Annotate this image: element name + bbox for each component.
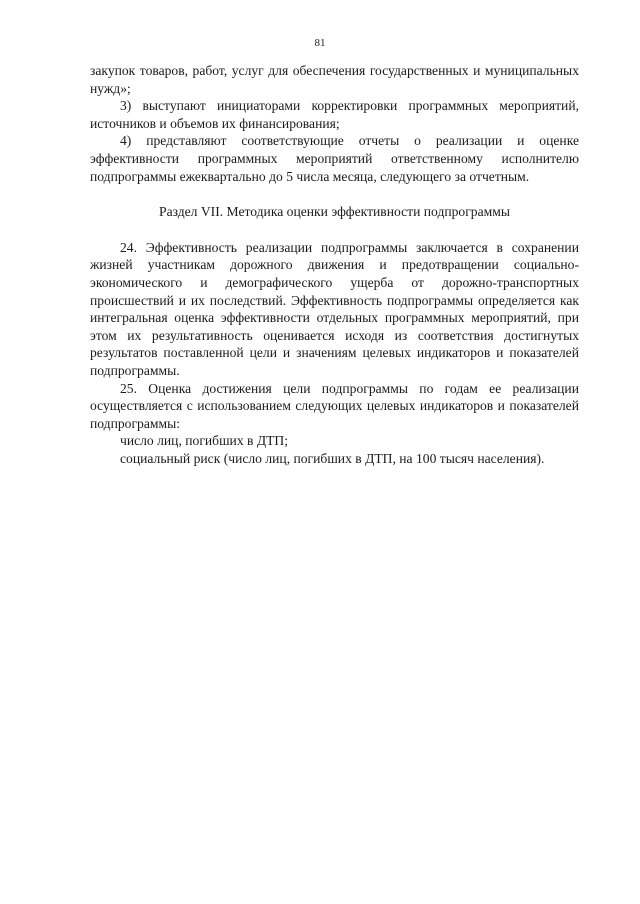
paragraph-25: 25. Оценка достижения цели подпрограммы по годам ее реализации осуществляется с использованием следующих целевых индикаторов и показателей подпрограммы: xyxy=(90,380,579,431)
page-number: 81 xyxy=(314,37,326,49)
indicator-deaths: число лиц, погибших в ДТП; xyxy=(120,433,289,449)
paragraph-24: 24. Эффективность реализации подпрограммы заключается в сохранении жизней участникам дорожного движения и предотвращении социально-экономического и демографического ущерба от дорожно-транспортных происшествий и их последствий. Эффективность подпрограммы определяется как интегральная оценка эффективности отдельных программных мероприятий, при этом их результативность оценивается исходя из соответствия достигнутых результатов поставленной цели и значениям целевых индикаторов и показателей подпрограммы. xyxy=(90,239,579,378)
paragraph-item-4: 4) представляют соответствующие отчеты о реализации и оценке эффективности программных мероприятий ответственному исполнителю подпрограммы ежеквартально до 5 числа месяца, следующего за отчетным. xyxy=(90,133,579,184)
paragraph-item-3: 3) выступают инициаторами корректировки программных мероприятий, источников и объемов их финансирования; xyxy=(90,98,579,131)
paragraph-continuation: закупок товаров, работ, услуг для обеспечения государственных и муниципальных нужд»; xyxy=(90,63,579,96)
document-body xyxy=(90,62,579,467)
indicator-social-risk: социальный риск (число лиц, погибших в ДТП, на 100 тысяч населения). xyxy=(120,450,545,466)
section-heading: Раздел VII. Методика оценки эффективности подпрограммы xyxy=(159,204,510,220)
